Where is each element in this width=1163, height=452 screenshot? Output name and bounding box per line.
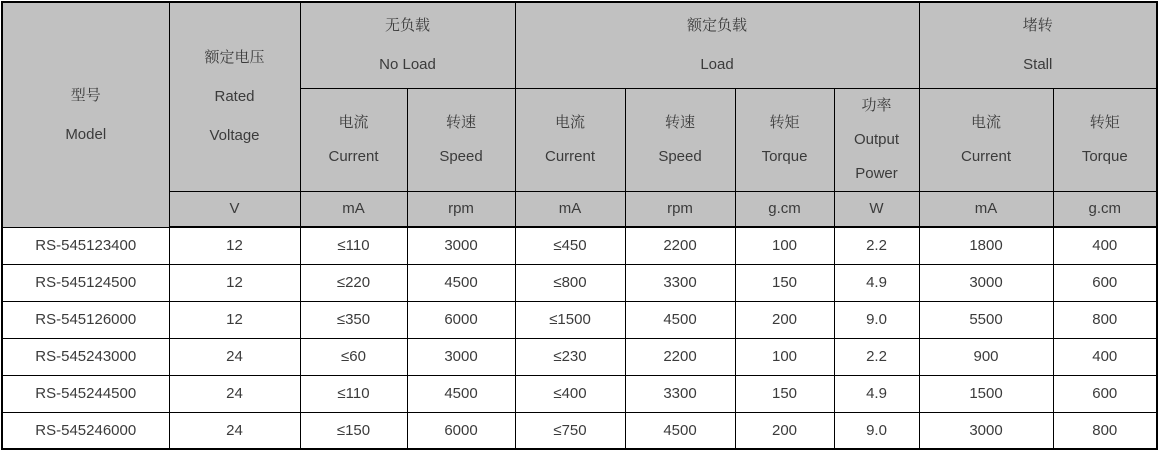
cell-stall-torque: 800 bbox=[1053, 412, 1157, 449]
table-row bbox=[2, 301, 1157, 338]
no-load-current-en: Current bbox=[328, 147, 379, 165]
unit-stall-torque: g.cm bbox=[1053, 191, 1157, 227]
cell-model: RS-545246000 bbox=[2, 412, 169, 449]
cell-stall-current: 5500 bbox=[919, 301, 1053, 338]
rated-voltage-header-en2: Voltage bbox=[209, 127, 260, 145]
cell-no-load-current: ≤60 bbox=[300, 338, 407, 375]
load-torque-header bbox=[735, 88, 834, 191]
cell-no-load-speed: 4500 bbox=[407, 264, 515, 301]
output-power-en1: Output bbox=[853, 130, 900, 148]
rated-voltage-column-header bbox=[169, 2, 300, 191]
cell-no-load-current: ≤150 bbox=[300, 412, 407, 449]
cell-load-current: ≤450 bbox=[515, 227, 625, 264]
cell-model: RS-545123400 bbox=[2, 227, 169, 264]
cell-output-power: 2.2 bbox=[834, 338, 919, 375]
table-header bbox=[2, 2, 1157, 227]
cell-model: RS-545124500 bbox=[2, 264, 169, 301]
header-group-row bbox=[2, 2, 1157, 88]
no-load-current-header bbox=[300, 88, 407, 191]
cell-voltage: 12 bbox=[169, 264, 300, 301]
table-row bbox=[2, 412, 1157, 449]
table-row bbox=[2, 264, 1157, 301]
header-units-row bbox=[2, 191, 1157, 227]
cell-stall-current: 1800 bbox=[919, 227, 1053, 264]
load-group-zh: 额定负载 bbox=[687, 17, 748, 35]
stall-torque-zh: 转矩 bbox=[1089, 113, 1120, 131]
cell-voltage: 12 bbox=[169, 301, 300, 338]
cell-load-current: ≤750 bbox=[515, 412, 625, 449]
cell-model: RS-545126000 bbox=[2, 301, 169, 338]
cell-voltage: 24 bbox=[169, 375, 300, 412]
group-header-no-load bbox=[300, 2, 515, 88]
cell-no-load-speed: 6000 bbox=[407, 412, 515, 449]
unit-load-torque: g.cm bbox=[735, 191, 834, 227]
stall-current-zh: 电流 bbox=[971, 113, 1002, 131]
cell-stall-torque: 600 bbox=[1053, 375, 1157, 412]
cell-output-power: 9.0 bbox=[834, 412, 919, 449]
no-load-speed-header bbox=[407, 88, 515, 191]
cell-load-speed: 3300 bbox=[625, 375, 735, 412]
cell-load-speed: 2200 bbox=[625, 338, 735, 375]
rated-voltage-header-zh: 额定电压 bbox=[204, 49, 265, 67]
model-column-header bbox=[2, 2, 169, 227]
group-header-load bbox=[515, 2, 919, 88]
load-speed-en: Speed bbox=[658, 147, 702, 165]
no-load-current-zh: 电流 bbox=[338, 113, 369, 131]
cell-model: RS-545244500 bbox=[2, 375, 169, 412]
cell-no-load-current: ≤220 bbox=[300, 264, 407, 301]
stall-group-zh: 堵转 bbox=[1022, 17, 1053, 35]
model-header-en: Model bbox=[65, 125, 107, 143]
cell-voltage: 24 bbox=[169, 412, 300, 449]
no-load-group-en: No Load bbox=[379, 56, 436, 74]
model-header-zh: 型号 bbox=[70, 86, 101, 104]
load-torque-en: Torque bbox=[761, 147, 808, 165]
stall-current-en: Current bbox=[961, 147, 1012, 165]
cell-no-load-speed: 4500 bbox=[407, 375, 515, 412]
cell-voltage: 24 bbox=[169, 338, 300, 375]
cell-stall-current: 1500 bbox=[919, 375, 1053, 412]
cell-no-load-current: ≤110 bbox=[300, 227, 407, 264]
cell-load-torque: 200 bbox=[735, 301, 834, 338]
cell-voltage: 12 bbox=[169, 227, 300, 264]
cell-stall-current: 900 bbox=[919, 338, 1053, 375]
stall-torque-header bbox=[1053, 88, 1157, 191]
cell-load-speed: 3300 bbox=[625, 264, 735, 301]
load-speed-zh: 转速 bbox=[664, 113, 695, 131]
cell-no-load-current: ≤110 bbox=[300, 375, 407, 412]
cell-load-current: ≤800 bbox=[515, 264, 625, 301]
stall-group-en: Stall bbox=[1023, 56, 1053, 74]
cell-stall-current: 3000 bbox=[919, 264, 1053, 301]
cell-load-torque: 100 bbox=[735, 338, 834, 375]
cell-load-speed: 4500 bbox=[625, 301, 735, 338]
cell-output-power: 4.9 bbox=[834, 375, 919, 412]
cell-no-load-speed: 3000 bbox=[407, 338, 515, 375]
cell-stall-torque: 400 bbox=[1053, 227, 1157, 264]
cell-no-load-current: ≤350 bbox=[300, 301, 407, 338]
cell-no-load-speed: 6000 bbox=[407, 301, 515, 338]
cell-no-load-speed: 3000 bbox=[407, 227, 515, 264]
stall-current-header bbox=[919, 88, 1053, 191]
no-load-speed-en: Speed bbox=[439, 147, 483, 165]
unit-stall-current: mA bbox=[919, 191, 1053, 227]
cell-load-torque: 100 bbox=[735, 227, 834, 264]
group-header-stall bbox=[919, 2, 1157, 88]
no-load-speed-zh: 转速 bbox=[445, 113, 476, 131]
table-row bbox=[2, 338, 1157, 375]
table-row bbox=[2, 375, 1157, 412]
no-load-group-zh: 无负载 bbox=[384, 17, 430, 35]
cell-load-current: ≤1500 bbox=[515, 301, 625, 338]
unit-load-speed: rpm bbox=[625, 191, 735, 227]
load-current-en: Current bbox=[544, 147, 596, 165]
table-body bbox=[2, 227, 1157, 449]
load-speed-header bbox=[625, 88, 735, 191]
load-torque-zh: 转矩 bbox=[769, 113, 800, 131]
stall-torque-en: Torque bbox=[1081, 147, 1128, 165]
cell-model: RS-545243000 bbox=[2, 338, 169, 375]
unit-output-power: W bbox=[834, 191, 919, 227]
cell-load-current: ≤400 bbox=[515, 375, 625, 412]
unit-load-current: mA bbox=[515, 191, 625, 227]
output-power-zh: 功率 bbox=[861, 96, 892, 114]
cell-stall-current: 3000 bbox=[919, 412, 1053, 449]
rated-voltage-header-en1: Rated bbox=[214, 88, 255, 106]
cell-output-power: 2.2 bbox=[834, 227, 919, 264]
cell-load-speed: 2200 bbox=[625, 227, 735, 264]
cell-stall-torque: 400 bbox=[1053, 338, 1157, 375]
cell-load-current: ≤230 bbox=[515, 338, 625, 375]
load-current-header bbox=[515, 88, 625, 191]
cell-output-power: 9.0 bbox=[834, 301, 919, 338]
cell-output-power: 4.9 bbox=[834, 264, 919, 301]
cell-load-torque: 200 bbox=[735, 412, 834, 449]
cell-load-speed: 4500 bbox=[625, 412, 735, 449]
load-group-en: Load bbox=[700, 56, 734, 74]
unit-rated-voltage: V bbox=[169, 191, 300, 227]
load-current-zh: 电流 bbox=[554, 113, 585, 131]
unit-no-load-speed: rpm bbox=[407, 191, 515, 227]
unit-no-load-current: mA bbox=[300, 191, 407, 227]
table-row bbox=[2, 227, 1157, 264]
output-power-header bbox=[834, 88, 919, 191]
cell-stall-torque: 600 bbox=[1053, 264, 1157, 301]
cell-stall-torque: 800 bbox=[1053, 301, 1157, 338]
cell-load-torque: 150 bbox=[735, 264, 834, 301]
cell-load-torque: 150 bbox=[735, 375, 834, 412]
output-power-en2: Power bbox=[855, 164, 898, 182]
motor-spec-table bbox=[1, 1, 1158, 450]
